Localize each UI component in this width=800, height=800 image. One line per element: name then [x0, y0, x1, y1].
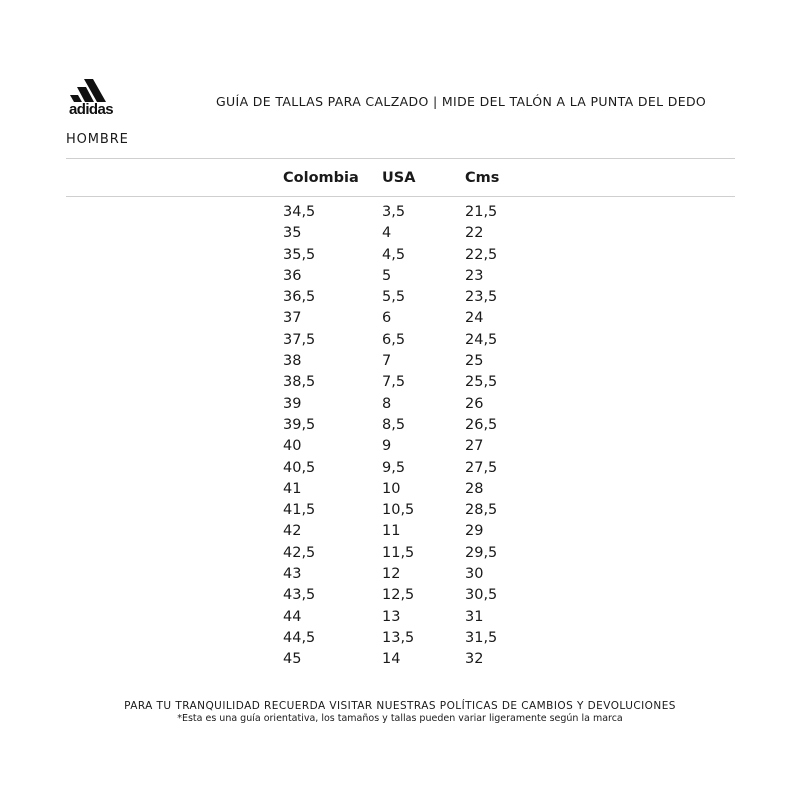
adidas-logo [64, 78, 118, 118]
column-header-colombia: Colombia [283, 170, 359, 186]
cell-colombia: 39,5 [283, 416, 316, 433]
cell-cms: 29 [465, 523, 484, 540]
cell-colombia: 43 [283, 566, 302, 583]
header-divider [66, 196, 735, 197]
cell-colombia: 42 [283, 523, 302, 540]
cell-cms: 27 [465, 438, 484, 455]
cell-colombia: 44,5 [283, 629, 316, 646]
table-row [283, 543, 545, 564]
cell-cms: 30,5 [465, 587, 498, 604]
cell-cms: 26,5 [465, 416, 498, 433]
cell-colombia: 41 [283, 480, 302, 497]
table-row [283, 351, 545, 372]
adidas-three-stripes-icon [64, 78, 118, 102]
disclaimer: *Esta es una guía orientativa, los tamaños y tallas pueden variar ligeramente según la marca [177, 713, 623, 724]
cell-colombia: 45 [283, 651, 302, 668]
cell-colombia: 35 [283, 225, 302, 242]
cell-usa: 8 [382, 395, 392, 412]
cell-colombia: 34,5 [283, 204, 316, 220]
cell-usa: 11 [382, 523, 401, 540]
cell-usa: 5,5 [382, 289, 406, 306]
cell-cms: 28,5 [465, 502, 498, 519]
cell-colombia: 44 [283, 608, 302, 625]
cell-usa: 11,5 [382, 544, 415, 561]
table-row [283, 479, 545, 500]
cell-usa: 10,5 [382, 502, 415, 519]
cell-cms: 23,5 [465, 289, 498, 306]
table-row [283, 394, 545, 415]
cell-cms: 31,5 [465, 629, 498, 646]
cell-cms: 25,5 [465, 374, 498, 391]
table-row [283, 372, 545, 393]
cell-usa: 4,5 [382, 246, 406, 263]
cell-colombia: 42,5 [283, 544, 316, 561]
table-row [283, 202, 545, 223]
table-row [283, 436, 545, 457]
cell-usa: 13 [382, 608, 401, 625]
table-row [283, 245, 545, 266]
cell-usa: 4 [382, 225, 392, 242]
cell-cms: 22,5 [465, 246, 498, 263]
column-header-row [283, 168, 545, 188]
table-row [283, 564, 545, 585]
table-row [283, 415, 545, 436]
cell-usa: 8,5 [382, 416, 406, 433]
cell-usa: 9 [382, 438, 392, 455]
cell-cms: 29,5 [465, 544, 498, 561]
cell-colombia: 37,5 [283, 331, 316, 348]
column-header-usa: USA [382, 170, 416, 186]
table-row [283, 628, 545, 649]
cell-usa: 6,5 [382, 331, 406, 348]
cell-cms: 24,5 [465, 331, 498, 348]
cell-usa: 10 [382, 480, 401, 497]
cell-usa: 7,5 [382, 374, 406, 391]
size-table-body [283, 202, 545, 671]
cell-usa: 12 [382, 566, 401, 583]
cell-colombia: 38,5 [283, 374, 316, 391]
cell-cms: 25 [465, 353, 484, 370]
table-row [283, 308, 545, 329]
cell-colombia: 43,5 [283, 587, 316, 604]
cell-cms: 28 [465, 480, 484, 497]
cell-usa: 7 [382, 353, 392, 370]
cell-cms: 27,5 [465, 459, 498, 476]
cell-colombia: 36,5 [283, 289, 316, 306]
table-row [283, 649, 545, 670]
table-row [283, 330, 545, 351]
cell-cms: 32 [465, 651, 484, 668]
section-label: HOMBRE [66, 132, 129, 147]
table-row [283, 266, 545, 287]
cell-cms: 21,5 [465, 204, 498, 220]
table-row [283, 458, 545, 479]
table-row [283, 223, 545, 244]
cell-cms: 23 [465, 267, 484, 284]
cell-colombia: 40,5 [283, 459, 316, 476]
table-row [283, 287, 545, 308]
cell-colombia: 41,5 [283, 502, 316, 519]
column-header-cms: Cms [465, 170, 500, 186]
cell-cms: 22 [465, 225, 484, 242]
cell-usa: 6 [382, 310, 392, 327]
size-table-header [283, 168, 545, 188]
cell-usa: 12,5 [382, 587, 415, 604]
cell-colombia: 37 [283, 310, 302, 327]
page-title: GUÍA DE TALLAS PARA CALZADO | MIDE DEL TALÓN A LA PUNTA DEL DEDO [216, 94, 707, 109]
cell-cms: 24 [465, 310, 484, 327]
cell-colombia: 35,5 [283, 246, 316, 263]
cell-usa: 5 [382, 267, 392, 284]
cell-colombia: 36 [283, 267, 302, 284]
table-row [283, 585, 545, 606]
brand-wordmark: adidas [69, 101, 113, 118]
table-row [283, 500, 545, 521]
cell-usa: 14 [382, 651, 401, 668]
table-row [283, 521, 545, 542]
cell-colombia: 39 [283, 395, 302, 412]
cell-cms: 31 [465, 608, 484, 625]
cell-usa: 13,5 [382, 629, 415, 646]
cell-cms: 30 [465, 566, 484, 583]
policy-notice: PARA TU TRANQUILIDAD RECUERDA VISITAR NUESTRAS POLÍTICAS DE CAMBIOS Y DEVOLUCIONES [124, 700, 676, 712]
cell-colombia: 38 [283, 353, 302, 370]
top-divider [66, 158, 735, 159]
cell-usa: 9,5 [382, 459, 406, 476]
cell-usa: 3,5 [382, 204, 406, 220]
cell-cms: 26 [465, 395, 484, 412]
table-row [283, 607, 545, 628]
cell-colombia: 40 [283, 438, 302, 455]
